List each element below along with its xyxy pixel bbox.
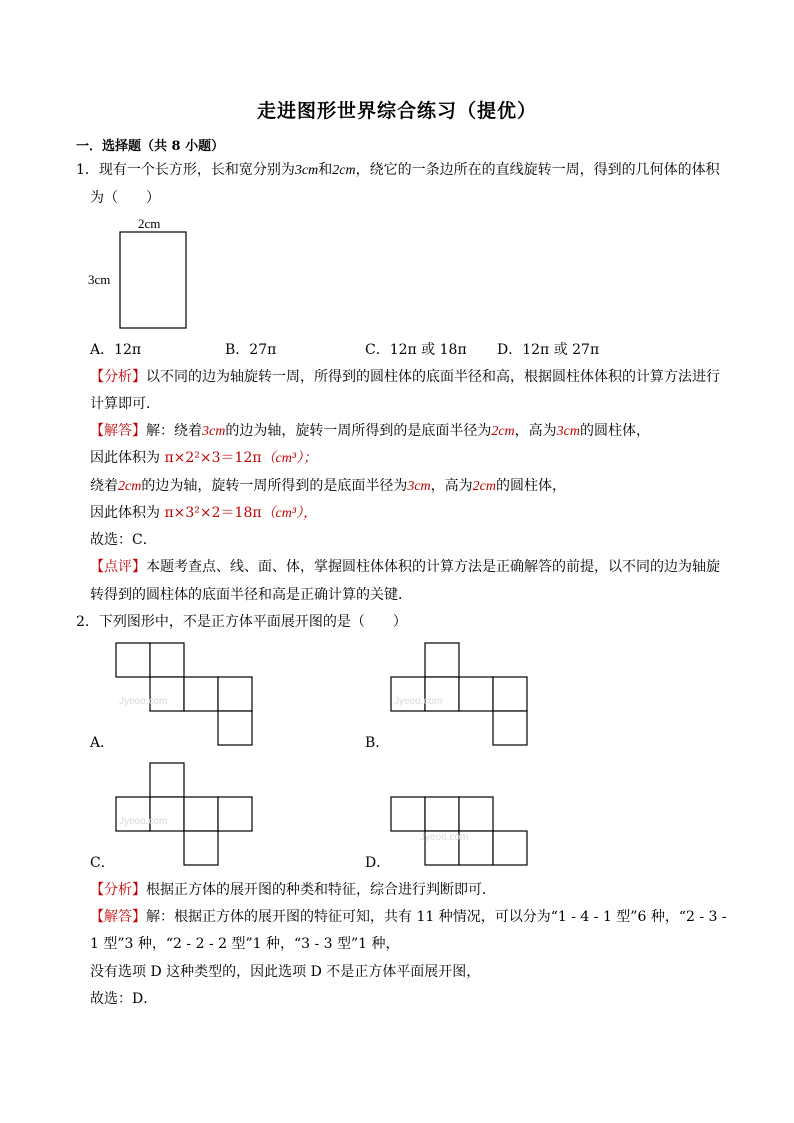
- q2-stem: [76, 612, 407, 632]
- q2-label-c: C．: [90, 855, 115, 871]
- net-cell: [459, 677, 493, 711]
- q1-ans3-a: 绕着: [90, 478, 118, 494]
- q1-ans1-d: 2cm: [491, 424, 515, 439]
- q2-net-c: [115, 762, 255, 866]
- net-cell: [493, 831, 527, 865]
- page-title: 走进图形世界综合练习（提优）: [256, 100, 537, 122]
- q1-rectangle: [120, 232, 186, 328]
- watermark: Jyeoo.com: [420, 832, 469, 843]
- q2-answer-tag: 【解答】: [90, 909, 146, 925]
- q1-ans4-unit: （cm³），: [261, 506, 318, 521]
- q1-stem-line1: [76, 160, 720, 181]
- q1-ans4-a: 因此体积为: [90, 505, 160, 521]
- q2-net-d: [390, 796, 530, 866]
- section-heading: 一．选择题（共 8 小题）: [76, 139, 225, 154]
- net-cell: [425, 797, 459, 831]
- q1-number: 1．: [76, 162, 99, 178]
- q1-analysis-text1: 以不同的边为轴旋转一周，所得到的圆柱体的底面半径和高，根据圆柱体体积的计算方法进行: [146, 369, 720, 385]
- q2-analysis-text: 根据正方体的展开图的种类和特征，综合进行判断即可．: [146, 882, 496, 898]
- watermark: Jyeoo.com: [394, 696, 443, 707]
- net-cell: [218, 797, 252, 831]
- q2-net-a: [115, 642, 255, 746]
- q1-rectangle-figure: [86, 212, 196, 332]
- q2-answer-line1: [90, 907, 727, 927]
- q1-answer-line3: [90, 476, 566, 497]
- net-cell: [184, 677, 218, 711]
- q1-comment-line2: 转得到的圆柱体的底面半径和高是正确计算的关键．: [90, 587, 412, 603]
- q2-answer-line3: 没有选项 D 这种类型的，因此选项 D 不是正方体平面展开图，: [90, 964, 481, 980]
- q2-answer-line2: 1 型”3 种，“2 - 2 - 2 型”1 种，“3 - 3 型”1 种，: [90, 936, 400, 952]
- q1-ans2-a: 因此体积为: [90, 450, 160, 466]
- q1-stem-a: 现有一个长方形，长和宽分别为: [98, 162, 295, 178]
- q1-comment-line1: [90, 557, 720, 577]
- net-cell: [184, 797, 218, 831]
- q1-analysis-line1: [90, 367, 720, 387]
- q2-analysis: [90, 880, 496, 900]
- q1-ans1-c: 的边为轴，旋转一周所得到的是底面半径为: [225, 423, 492, 439]
- net-cell: [459, 797, 493, 831]
- net-cell: [150, 763, 184, 797]
- q1-choice: 故选：C．: [90, 532, 157, 548]
- q1-ans1-b: 3cm: [202, 424, 226, 439]
- q1-analysis-line2: 计算即可．: [90, 396, 160, 412]
- watermark: Jyeoo.com: [119, 816, 168, 827]
- q1-ans2-formula: π×2²×3＝12π: [164, 450, 262, 466]
- q2-label-b: B．: [365, 735, 390, 751]
- q1-ans2-unit: （cm³）；: [261, 451, 318, 466]
- q2-stem-text: 下列图形中，不是正方体平面展开图的是（ ）: [98, 614, 407, 630]
- q1-length: 3cm: [294, 163, 319, 178]
- q1-ans1-a: 解：绕着: [146, 423, 202, 439]
- q2-answer-text1: 解：根据正方体的展开图的特征可知，共有 11 种情况，可以分为“1 - 4 - 1 型”6 种，“2 - 3 -: [146, 909, 727, 925]
- net-cell: [493, 677, 527, 711]
- q1-ans3-d: 3cm: [407, 479, 431, 494]
- q1-answer-tag: 【解答】: [90, 423, 146, 439]
- net-cell: [150, 643, 184, 677]
- q1-comment-tag: 【点评】: [90, 559, 146, 575]
- q1-option-b: B．27π: [225, 342, 277, 358]
- q1-analysis-tag: 【分析】: [90, 369, 146, 385]
- net-cell: [218, 711, 252, 745]
- watermark: Jyeoo.com: [119, 696, 168, 707]
- q1-width: 2cm: [332, 163, 356, 178]
- q1-ans4-formula: π×3²×2＝18π: [164, 505, 262, 521]
- q2-net-b: [390, 642, 530, 746]
- q1-answer-line4: [90, 503, 317, 524]
- q1-ans1-g: 的圆柱体，: [579, 423, 650, 439]
- q1-ans3-f: 2cm: [472, 479, 496, 494]
- net-cell: [493, 711, 527, 745]
- q2-label-a: A．: [90, 735, 115, 751]
- q1-figure-side-label: 3cm: [88, 272, 111, 287]
- net-cell: [391, 797, 425, 831]
- q1-ans3-e: ，高为: [430, 478, 473, 494]
- q2-label-d: D．: [365, 855, 391, 871]
- q2-analysis-tag: 【分析】: [90, 882, 146, 898]
- net-cell: [218, 677, 252, 711]
- q2-choice: 故选：D．: [90, 991, 158, 1007]
- net-cell: [116, 643, 150, 677]
- q1-ans3-b: 2cm: [118, 479, 142, 494]
- q1-stem-line2: 为（ ）: [90, 190, 160, 206]
- q1-ans1-e: ，高为: [514, 423, 557, 439]
- q1-and: 和: [318, 162, 333, 178]
- q1-ans1-f: 3cm: [556, 424, 580, 439]
- q1-option-a: A．12π: [90, 342, 142, 358]
- q1-answer-line1: [90, 421, 650, 442]
- q1-option-d: D．12π 或 27π: [497, 342, 600, 358]
- q1-answer-line2: [90, 448, 317, 469]
- q1-comment-text1: 本题考查点、线、面、体，掌握圆柱体体积的计算方法是正确解答的前提，以不同的边为轴旋: [146, 559, 720, 575]
- net-cell: [425, 643, 459, 677]
- q1-figure-top-label: 2cm: [138, 216, 161, 231]
- q1-stem-b: ，绕它的一条边所在的直线旋转一周，得到的几何体的体积: [355, 162, 720, 178]
- q2-number: 2．: [76, 614, 99, 630]
- q1-ans3-c: 的边为轴，旋转一周所得到的是底面半径为: [141, 478, 408, 494]
- q1-ans3-g: 的圆柱体，: [495, 478, 566, 494]
- net-cell: [184, 831, 218, 865]
- q1-option-c: C．12π 或 18π: [365, 342, 467, 358]
